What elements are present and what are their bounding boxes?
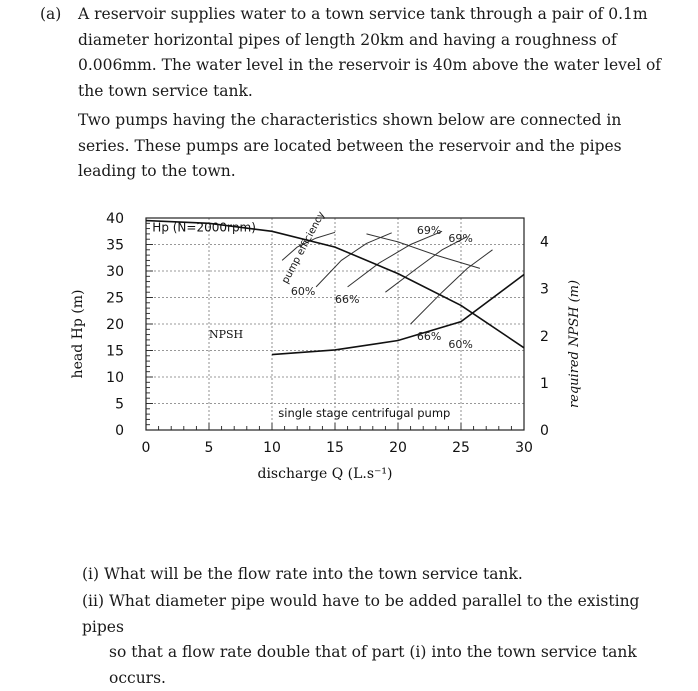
efficiency-curve	[316, 233, 392, 287]
x-tick-label: 5	[204, 440, 214, 456]
y-tick-label: 10	[106, 370, 124, 386]
y-right-tick-label: 0	[540, 423, 549, 439]
question-i	[82, 562, 682, 588]
x-tick-label: 25	[452, 440, 470, 456]
part-a-label: (a)	[40, 5, 62, 23]
y-tick-label: 25	[106, 290, 124, 307]
grid-lines	[146, 218, 524, 430]
y-tick-label: 20	[106, 317, 124, 333]
pumps-paragraph: Two pumps having the characteristics shown below are connected in series. These pumps are located between the reservoir and the pipes leading to the town.	[78, 111, 622, 180]
y-tick-label: 30	[106, 264, 124, 280]
y-right-tick-label: 2	[540, 328, 549, 345]
y-tick-label: 15	[106, 343, 124, 360]
y-axis-label: head Hp (m)	[70, 289, 86, 379]
efficiency-label: 60%	[448, 337, 473, 351]
efficiency-label: 60%	[290, 284, 316, 298]
x-tick-label: 20	[389, 440, 407, 456]
pump-characteristic-figure	[60, 198, 600, 498]
y-tick-label: 5	[115, 396, 124, 413]
x-tick-label: 15	[326, 440, 344, 456]
x-axis-label: discharge Q (L.s⁻¹)	[257, 466, 393, 482]
efficiency-label: 66%	[416, 329, 442, 343]
question-ii-text-line2: so that a flow rate double that of part (i) into the town service tank occurs.	[109, 643, 637, 687]
question-ii-label: (ii)	[82, 592, 105, 610]
pump-characteristic-chart	[60, 198, 600, 498]
efficiency-label: 69%	[448, 231, 473, 245]
question-i-label: (i)	[82, 565, 100, 583]
x-tick-label: 10	[263, 440, 281, 456]
question-i-text: What will be the flow rate into the town service tank.	[104, 565, 523, 583]
paragraph-a	[40, 2, 670, 104]
efficiency-axis-label: pump efficiency	[280, 209, 328, 286]
y-tick-label: 35	[106, 237, 124, 254]
y-tick-label: 0	[115, 423, 124, 439]
question-ii-text-line1: What diameter pipe would have to be added parallel to the existing pipes	[82, 592, 640, 636]
question-ii	[82, 589, 682, 691]
y-right-axis-label: required NPSH (m)	[567, 279, 582, 409]
efficiency-label: 66%	[335, 292, 360, 306]
y-right-tick-label: 1	[540, 375, 549, 392]
efficiency-label: 69%	[416, 223, 442, 237]
part-a-text: A reservoir supplies water to a town service tank through a pair of 0.1m diameter horizontal pipes of length 20km and having a roughness of 0.006mm. The water level in the reservoir is 40m above the water level of the town service tank.	[78, 5, 662, 100]
y-right-tick-label: 3	[540, 281, 549, 298]
x-tick-label: 30	[515, 440, 533, 456]
x-tick-label: 0	[141, 440, 151, 456]
pump-label: single stage centrifugal pump	[278, 405, 451, 420]
head-curve-label: Hp (N=2000rpm)	[152, 220, 256, 235]
y-tick-label: 40	[106, 211, 124, 227]
npsh-curve-label: NPSH	[209, 328, 244, 342]
y-right-tick-label: 4	[540, 234, 549, 251]
